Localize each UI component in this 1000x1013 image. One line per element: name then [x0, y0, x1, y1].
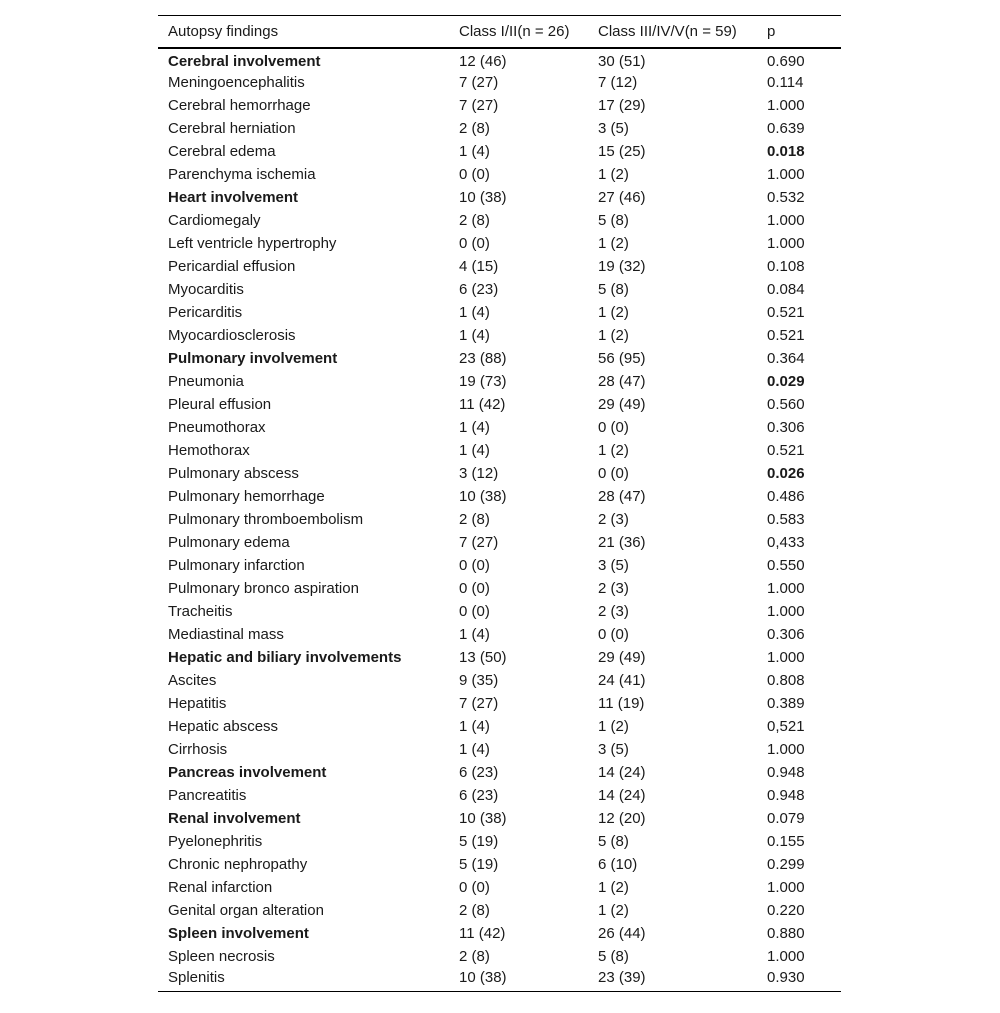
- cell-finding: Meningoencephalitis: [168, 74, 305, 91]
- cell-class-3-4-5: 14 (24): [598, 764, 646, 781]
- table-row: [158, 646, 841, 669]
- cell-class-3-4-5: 5 (8): [598, 281, 629, 298]
- table-row: [158, 209, 841, 232]
- cell-class-3-4-5: 2 (3): [598, 603, 629, 620]
- cell-finding: Pulmonary edema: [168, 534, 290, 551]
- header-class-1-2: Class I/II(n = 26): [459, 23, 570, 40]
- cell-p-value: 0.930: [767, 968, 805, 986]
- cell-finding: Cardiomegaly: [168, 212, 261, 229]
- cell-class-3-4-5: 29 (49): [598, 396, 646, 413]
- table-row: [158, 347, 841, 370]
- cell-p-value: 1.000: [767, 879, 805, 896]
- cell-class-1-2: 2 (8): [459, 212, 490, 229]
- cell-class-3-4-5: 1 (2): [598, 902, 629, 919]
- header-p-value: p: [767, 23, 776, 40]
- cell-class-3-4-5: 26 (44): [598, 925, 646, 942]
- cell-finding: Pericarditis: [168, 304, 243, 321]
- cell-finding: Cerebral edema: [168, 143, 276, 160]
- cell-p-value: 0.364: [767, 350, 805, 367]
- cell-class-3-4-5: 0 (0): [598, 465, 629, 482]
- cell-class-1-2: 10 (38): [459, 488, 507, 505]
- cell-class-1-2: 4 (15): [459, 258, 499, 275]
- cell-class-3-4-5: 5 (8): [598, 833, 629, 850]
- cell-class-3-4-5: 7 (12): [598, 74, 638, 91]
- table-row: [158, 692, 841, 715]
- cell-finding: Pleural effusion: [168, 396, 272, 413]
- cell-p-value: 0.639: [767, 120, 805, 137]
- cell-class-3-4-5: 3 (5): [598, 557, 629, 574]
- cell-p-value: 0.299: [767, 856, 805, 873]
- cell-class-3-4-5: 1 (2): [598, 879, 629, 896]
- table-row: [158, 301, 841, 324]
- cell-p-value: 0.521: [767, 327, 805, 344]
- cell-finding: Hepatitis: [168, 695, 227, 712]
- table-row: [158, 278, 841, 301]
- cell-finding: Pneumothorax: [168, 419, 266, 436]
- cell-class-3-4-5: 28 (47): [598, 373, 646, 390]
- cell-p-value: 0.583: [767, 511, 805, 528]
- cell-class-1-2: 7 (27): [459, 74, 499, 91]
- table-row: [158, 738, 841, 761]
- cell-p-value: 1.000: [767, 649, 805, 666]
- cell-class-1-2: 2 (8): [459, 948, 490, 965]
- cell-class-1-2: 5 (19): [459, 833, 499, 850]
- cell-class-1-2: 11 (42): [459, 925, 506, 942]
- cell-class-1-2: 1 (4): [459, 327, 490, 344]
- cell-class-1-2: 1 (4): [459, 718, 490, 735]
- cell-class-1-2: 0 (0): [459, 879, 490, 896]
- cell-class-1-2: 19 (73): [459, 373, 507, 390]
- table-row: [158, 853, 841, 876]
- cell-finding: Left ventricle hypertrophy: [168, 235, 337, 252]
- cell-class-3-4-5: 17 (29): [598, 97, 646, 114]
- cell-class-3-4-5: 1 (2): [598, 442, 629, 459]
- cell-class-3-4-5: 1 (2): [598, 327, 629, 344]
- cell-finding: Cerebral hemorrhage: [168, 97, 311, 114]
- cell-class-1-2: 10 (38): [459, 189, 507, 206]
- autopsy-findings-table: [158, 15, 841, 992]
- cell-class-1-2: 23 (88): [459, 350, 507, 367]
- cell-class-1-2: 9 (35): [459, 672, 499, 689]
- table-row: [158, 462, 841, 485]
- table-row: [158, 255, 841, 278]
- cell-class-3-4-5: 56 (95): [598, 350, 646, 367]
- cell-p-value: 0.084: [767, 281, 805, 298]
- cell-finding: Splenitis: [168, 968, 225, 986]
- cell-finding: Pulmonary hemorrhage: [168, 488, 325, 505]
- cell-class-1-2: 1 (4): [459, 626, 490, 643]
- table-row: [158, 416, 841, 439]
- cell-class-3-4-5: 23 (39): [598, 968, 646, 986]
- table-row: [158, 945, 841, 968]
- cell-class-3-4-5: 28 (47): [598, 488, 646, 505]
- cell-finding: Pulmonary involvement: [168, 350, 338, 367]
- table-row: [158, 784, 841, 807]
- cell-class-1-2: 0 (0): [459, 603, 490, 620]
- cell-finding: Pulmonary bronco aspiration: [168, 580, 359, 597]
- cell-p-value: 0.486: [767, 488, 805, 505]
- table-row: [158, 876, 841, 899]
- table-row: [158, 508, 841, 531]
- cell-p-value: 0,521: [767, 718, 805, 735]
- cell-class-3-4-5: 5 (8): [598, 948, 629, 965]
- cell-finding: Hepatic abscess: [168, 718, 279, 735]
- cell-p-value: 0.532: [767, 189, 805, 206]
- cell-class-1-2: 6 (23): [459, 787, 499, 804]
- cell-class-3-4-5: 30 (51): [598, 52, 646, 70]
- table-row: [158, 94, 841, 117]
- cell-finding: Cerebral involvement: [168, 52, 321, 70]
- cell-finding: Tracheitis: [168, 603, 233, 620]
- cell-finding: Myocarditis: [168, 281, 244, 298]
- cell-class-3-4-5: 1 (2): [598, 718, 629, 735]
- cell-finding: Hemothorax: [168, 442, 250, 459]
- cell-class-3-4-5: 29 (49): [598, 649, 646, 666]
- cell-finding: Cirrhosis: [168, 741, 228, 758]
- table-row: [158, 715, 841, 738]
- table-row: [158, 600, 841, 623]
- cell-class-1-2: 10 (38): [459, 968, 507, 986]
- cell-finding: Chronic nephropathy: [168, 856, 308, 873]
- cell-class-3-4-5: 5 (8): [598, 212, 629, 229]
- cell-class-3-4-5: 2 (3): [598, 511, 629, 528]
- cell-p-value: 0.018: [767, 143, 805, 160]
- cell-class-3-4-5: 21 (36): [598, 534, 646, 551]
- cell-class-3-4-5: 11 (19): [598, 695, 645, 712]
- cell-p-value: 0.026: [767, 465, 805, 482]
- table-row: [158, 623, 841, 646]
- cell-class-3-4-5: 15 (25): [598, 143, 646, 160]
- table-row: [158, 577, 841, 600]
- cell-finding: Mediastinal mass: [168, 626, 284, 643]
- cell-class-3-4-5: 1 (2): [598, 166, 629, 183]
- table-row: [158, 140, 841, 163]
- cell-finding: Renal involvement: [168, 810, 301, 827]
- cell-finding: Pulmonary infarction: [168, 557, 305, 574]
- cell-p-value: 0.521: [767, 442, 805, 459]
- cell-p-value: 0.029: [767, 373, 805, 390]
- cell-finding: Spleen necrosis: [168, 948, 275, 965]
- cell-p-value: 0,433: [767, 534, 805, 551]
- cell-p-value: 0.880: [767, 925, 805, 942]
- header-class-3-4-5: Class III/IV/V(n = 59): [598, 23, 737, 40]
- cell-p-value: 0.079: [767, 810, 805, 827]
- cell-class-1-2: 2 (8): [459, 120, 490, 137]
- table-row: [158, 669, 841, 692]
- cell-p-value: 1.000: [767, 948, 805, 965]
- cell-p-value: 0.306: [767, 419, 805, 436]
- cell-p-value: 0.155: [767, 833, 805, 850]
- cell-finding: Cerebral herniation: [168, 120, 296, 137]
- cell-p-value: 0.306: [767, 626, 805, 643]
- cell-class-1-2: 0 (0): [459, 235, 490, 252]
- cell-class-1-2: 2 (8): [459, 902, 490, 919]
- table-row: [158, 485, 841, 508]
- cell-p-value: 0.389: [767, 695, 805, 712]
- cell-class-3-4-5: 2 (3): [598, 580, 629, 597]
- cell-finding: Heart involvement: [168, 189, 299, 206]
- cell-class-1-2: 1 (4): [459, 419, 490, 436]
- cell-p-value: 1.000: [767, 212, 805, 229]
- cell-p-value: 1.000: [767, 741, 805, 758]
- cell-p-value: 0.550: [767, 557, 805, 574]
- cell-class-1-2: 2 (8): [459, 511, 490, 528]
- cell-class-1-2: 13 (50): [459, 649, 507, 666]
- cell-class-3-4-5: 27 (46): [598, 189, 646, 206]
- table-row: [158, 807, 841, 830]
- cell-p-value: 0.220: [767, 902, 805, 919]
- table-row: [158, 439, 841, 462]
- cell-p-value: 0.521: [767, 304, 805, 321]
- cell-class-3-4-5: 12 (20): [598, 810, 646, 827]
- cell-class-1-2: 12 (46): [459, 52, 507, 70]
- cell-finding: Parenchyma ischemia: [168, 166, 316, 183]
- table-row: [158, 968, 841, 991]
- cell-finding: Pulmonary abscess: [168, 465, 299, 482]
- cell-class-3-4-5: 0 (0): [598, 626, 629, 643]
- cell-finding: Pancreas involvement: [168, 764, 327, 781]
- cell-class-1-2: 1 (4): [459, 442, 490, 459]
- table-row: [158, 393, 841, 416]
- cell-class-3-4-5: 14 (24): [598, 787, 646, 804]
- cell-finding: Pneumonia: [168, 373, 244, 390]
- table-row: [158, 117, 841, 140]
- cell-class-1-2: 6 (23): [459, 281, 499, 298]
- cell-finding: Myocardiosclerosis: [168, 327, 296, 344]
- table-body: [158, 48, 841, 991]
- autopsy-findings-table-container: [158, 15, 841, 992]
- cell-class-1-2: 7 (27): [459, 695, 499, 712]
- table-row: [158, 186, 841, 209]
- table-row: [158, 324, 841, 347]
- table-row: [158, 531, 841, 554]
- cell-finding: Hepatic and biliary involvements: [168, 649, 402, 666]
- table-row: [158, 830, 841, 853]
- cell-p-value: 0.948: [767, 764, 805, 781]
- cell-class-1-2: 7 (27): [459, 97, 499, 114]
- cell-finding: Pulmonary thromboembolism: [168, 511, 364, 528]
- cell-p-value: 1.000: [767, 166, 805, 183]
- cell-p-value: 1.000: [767, 603, 805, 620]
- cell-p-value: 0.560: [767, 396, 805, 413]
- table-header: [158, 16, 841, 49]
- cell-class-3-4-5: 19 (32): [598, 258, 646, 275]
- cell-class-1-2: 1 (4): [459, 143, 490, 160]
- cell-p-value: 0.808: [767, 672, 805, 689]
- cell-finding: Genital organ alteration: [168, 902, 324, 919]
- cell-p-value: 0.948: [767, 787, 805, 804]
- cell-class-3-4-5: 1 (2): [598, 235, 629, 252]
- cell-finding: Spleen involvement: [168, 925, 309, 942]
- table-row: [158, 48, 841, 71]
- cell-class-1-2: 7 (27): [459, 534, 499, 551]
- cell-class-1-2: 1 (4): [459, 741, 490, 758]
- cell-p-value: 0.114: [767, 74, 804, 91]
- header-row: [158, 16, 841, 49]
- table-row: [158, 922, 841, 945]
- cell-finding: Pancreatitis: [168, 787, 247, 804]
- cell-class-1-2: 0 (0): [459, 166, 490, 183]
- cell-class-3-4-5: 1 (2): [598, 304, 629, 321]
- cell-finding: Pericardial effusion: [168, 258, 296, 275]
- cell-class-1-2: 3 (12): [459, 465, 499, 482]
- table-row: [158, 232, 841, 255]
- cell-class-3-4-5: 3 (5): [598, 120, 629, 137]
- cell-finding: Ascites: [168, 672, 217, 689]
- cell-class-1-2: 0 (0): [459, 580, 490, 597]
- header-autopsy-findings: Autopsy findings: [168, 23, 279, 40]
- cell-class-3-4-5: 24 (41): [598, 672, 646, 689]
- cell-p-value: 1.000: [767, 97, 805, 114]
- cell-finding: Pyelonephritis: [168, 833, 263, 850]
- cell-class-1-2: 10 (38): [459, 810, 507, 827]
- cell-class-3-4-5: 6 (10): [598, 856, 638, 873]
- cell-class-1-2: 11 (42): [459, 396, 506, 413]
- cell-p-value: 1.000: [767, 580, 805, 597]
- cell-p-value: 1.000: [767, 235, 805, 252]
- cell-class-1-2: 6 (23): [459, 764, 499, 781]
- cell-finding: Renal infarction: [168, 879, 273, 896]
- table-row: [158, 761, 841, 784]
- cell-class-1-2: 5 (19): [459, 856, 499, 873]
- cell-class-1-2: 0 (0): [459, 557, 490, 574]
- table-row: [158, 554, 841, 577]
- cell-class-1-2: 1 (4): [459, 304, 490, 321]
- table-row: [158, 71, 841, 94]
- table-row: [158, 163, 841, 186]
- cell-p-value: 0.690: [767, 52, 805, 70]
- cell-p-value: 0.108: [767, 258, 805, 275]
- cell-class-3-4-5: 0 (0): [598, 419, 629, 436]
- table-row: [158, 899, 841, 922]
- table-row: [158, 370, 841, 393]
- cell-class-3-4-5: 3 (5): [598, 741, 629, 758]
